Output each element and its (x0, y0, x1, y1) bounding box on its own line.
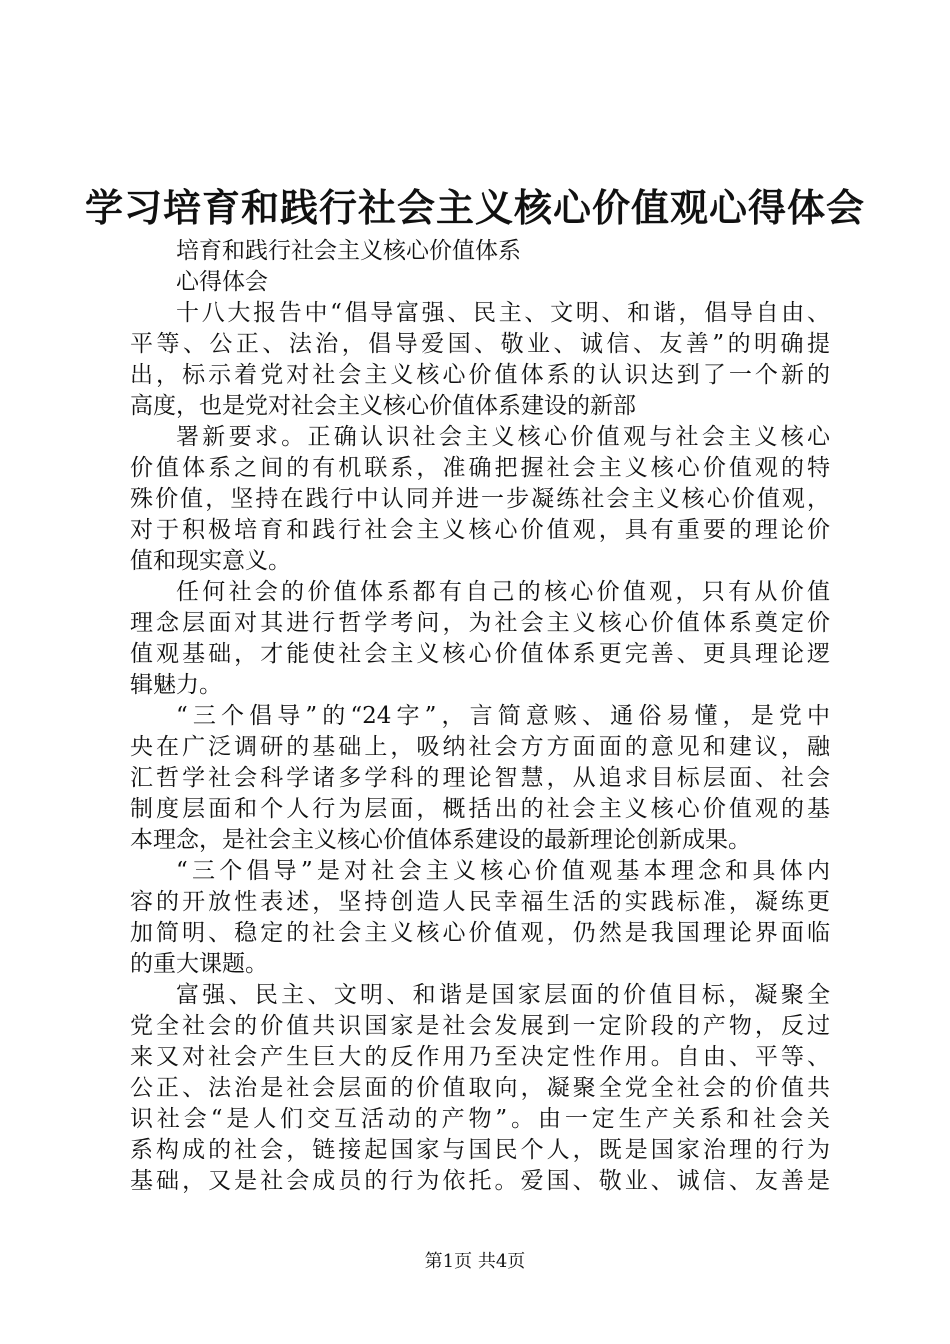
paragraph-line: 加简明、稳定的社会主义核心价值观，仍然是我国理论界面临 (130, 920, 830, 946)
subtitle-line: 心得体会 (176, 269, 268, 295)
paragraph-line: 基础，又是社会成员的行为依托。爱国、敬业、诚信、友善是 (130, 1168, 830, 1194)
paragraph-line: 十八大报告中“倡导富强、民主、文明、和谐，倡导自由、 (176, 300, 830, 326)
paragraph-line: 党全社会的价值共识国家是社会发展到一定阶段的产物，反过 (130, 1013, 830, 1039)
paragraph-line: 值观基础，才能使社会主义核心价值体系更完善、更具理论逻 (130, 641, 830, 667)
paragraph-line: 出，标示着党对社会主义核心价值体系的认识达到了一个新的 (130, 362, 830, 388)
paragraph-line: 高度，也是党对社会主义核心价值体系建设的新部 (130, 393, 636, 419)
paragraph-line: 的重大课题。 (130, 951, 268, 977)
paragraph-line: 对于积极培育和践行社会主义核心价值观，具有重要的理论价 (130, 517, 830, 543)
paragraph-line: 容的开放性表述，坚持创造人民幸福生活的实践标准，凝练更 (130, 889, 830, 915)
subtitle-line: 培育和践行社会主义核心价值体系 (176, 238, 521, 264)
paragraph-line: 理念层面对其进行哲学考问，为社会主义核心价值体系奠定价 (130, 610, 830, 636)
paragraph-line: 来又对社会产生巨大的反作用乃至决定性作用。自由、平等、 (130, 1044, 830, 1070)
paragraph-line: 值和现实意义。 (130, 548, 291, 574)
paragraph-line: 殊价值，坚持在践行中认同并进一步凝练社会主义核心价值观， (130, 486, 830, 512)
paragraph-line: 公正、法治是社会层面的价值取向，凝聚全党全社会的价值共 (130, 1075, 830, 1101)
paragraph-line: “三个倡导”的“24字”，言简意赅、通俗易懂，是党中 (176, 703, 830, 729)
paragraph-line: 本理念，是社会主义核心价值体系建设的最新理论创新成果。 (130, 827, 751, 853)
paragraph-line: 制度层面和个人行为层面，概括出的社会主义核心价值观的基 (130, 796, 830, 822)
document-title: 学习培育和践行社会主义核心价值观心得体会 (84, 185, 865, 230)
paragraph-line: 辑魅力。 (130, 672, 222, 698)
paragraph-line: 央在广泛调研的基础上，吸纳社会方方面面的意见和建议，融 (130, 734, 830, 760)
paragraph-line: 富强、民主、文明、和谐是国家层面的价值目标，凝聚全 (176, 982, 830, 1008)
paragraph-line: “三个倡导”是对社会主义核心价值观基本理念和具体内 (176, 858, 830, 884)
paragraph-line: 平等、公正、法治，倡导爱国、敬业、诚信、友善”的明确提 (130, 331, 830, 357)
document-body (130, 236, 830, 1197)
paragraph-line: 署新要求。正确认识社会主义核心价值观与社会主义核心 (176, 424, 830, 450)
paragraph-line: 价值体系之间的有机联系，准确把握社会主义核心价值观的特 (130, 455, 830, 481)
page-footer: 第1页 共4页 (424, 1251, 526, 1272)
paragraph-line: 任何社会的价值体系都有自己的核心价值观，只有从价值 (176, 579, 830, 605)
paragraph-line: 识社会“是人们交互活动的产物”。由一定生产关系和社会关 (130, 1106, 830, 1132)
paragraph-line: 汇哲学社会科学诸多学科的理论智慧，从追求目标层面、社会 (130, 765, 830, 791)
paragraph-line: 系构成的社会，链接起国家与国民个人，既是国家治理的行为 (130, 1137, 830, 1163)
